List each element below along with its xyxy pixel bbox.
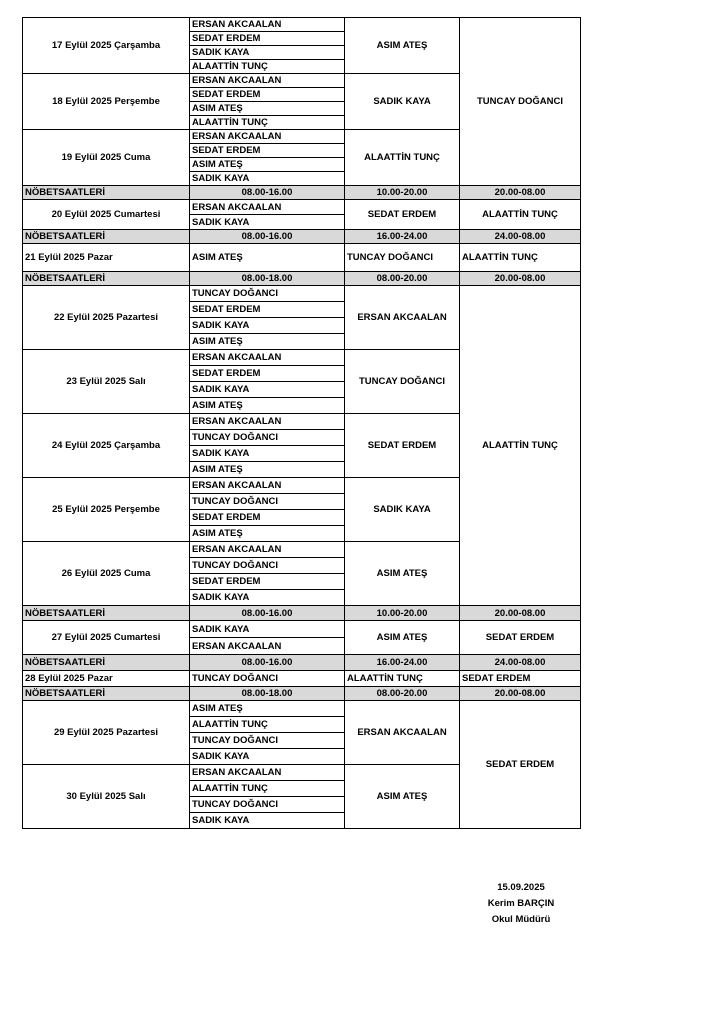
shift-hours: 20.00-08.00 (460, 272, 581, 286)
staff-name: SADIK KAYA (190, 318, 345, 334)
night-shift-staff: ALAATTİN TUNÇ (460, 244, 581, 272)
day-cell: 27 Eylül 2025 Cumartesi (23, 621, 190, 655)
shift-staff: SADIK KAYA (345, 74, 460, 130)
shift-hours-label: NÖBETSAATLERİ (23, 655, 190, 671)
staff-name: ALAATTİN TUNÇ (190, 60, 345, 74)
shift-hours-label: NÖBETSAATLERİ (23, 606, 190, 621)
shift-staff: SADIK KAYA (345, 478, 460, 542)
staff-name: SEDAT ERDEM (190, 574, 345, 590)
staff-name: SADIK KAYA (190, 172, 345, 186)
shift-hours: 24.00-08.00 (460, 230, 581, 244)
signature-name: Kerim BARÇIN (487, 898, 555, 909)
staff-name: SADIK KAYA (190, 813, 345, 829)
staff-name: ERSAN AKCAALAN (190, 414, 345, 430)
shift-hours-label: NÖBETSAATLERİ (23, 272, 190, 286)
shift-staff: TUNCAY DOĞANCI (345, 244, 460, 272)
day-cell: 21 Eylül 2025 Pazar (23, 244, 190, 272)
shift-hours-row (23, 687, 581, 701)
staff-name: SADIK KAYA (190, 382, 345, 398)
staff-name: ASIM ATEŞ (190, 398, 345, 414)
staff-name: ERSAN AKCAALAN (190, 638, 345, 655)
staff-name: SADIK KAYA (190, 749, 345, 765)
day-cell: 19 Eylül 2025 Cuma (23, 130, 190, 186)
shift-hours: 20.00-08.00 (460, 186, 581, 200)
staff-name: SADIK KAYA (190, 446, 345, 462)
shift-hours: 20.00-08.00 (460, 606, 581, 621)
shift-hours: 08.00-16.00 (190, 186, 345, 200)
table-row (23, 701, 581, 717)
shift-hours-row (23, 655, 581, 671)
shift-hours: 20.00-08.00 (460, 687, 581, 701)
shift-hours: 08.00-16.00 (190, 655, 345, 671)
night-shift-staff: ALAATTİN TUNÇ (460, 200, 581, 230)
day-cell: 23 Eylül 2025 Salı (23, 350, 190, 414)
shift-hours: 08.00-20.00 (345, 687, 460, 701)
staff-name: TUNCAY DOĞANCI (190, 797, 345, 813)
day-cell: 20 Eylül 2025 Cumartesi (23, 200, 190, 230)
shift-hours: 16.00-24.00 (345, 230, 460, 244)
shift-staff: SEDAT ERDEM (345, 200, 460, 230)
shift-hours: 24.00-08.00 (460, 655, 581, 671)
day-cell: 17 Eylül 2025 Çarşamba (23, 18, 190, 74)
staff-name: SEDAT ERDEM (190, 510, 345, 526)
day-cell: 24 Eylül 2025 Çarşamba (23, 414, 190, 478)
shift-hours-label: NÖBETSAATLERİ (23, 687, 190, 701)
table-row (23, 621, 581, 638)
shift-staff: ASIM ATEŞ (345, 621, 460, 655)
table-row (23, 200, 581, 215)
signature-date: 15.09.2025 (497, 882, 545, 893)
shift-staff: ALAATTİN TUNÇ (345, 130, 460, 186)
night-shift-staff: TUNCAY DOĞANCI (460, 18, 581, 186)
shift-hours-row (23, 230, 581, 244)
day-cell: 30 Eylül 2025 Salı (23, 765, 190, 829)
staff-name: ERSAN AKCAALAN (190, 542, 345, 558)
shift-hours: 08.00-16.00 (190, 606, 345, 621)
shift-hours-label: NÖBETSAATLERİ (23, 186, 190, 200)
staff-name: SEDAT ERDEM (190, 302, 345, 318)
shift-staff: ASIM ATEŞ (345, 18, 460, 74)
staff-name: SADIK KAYA (190, 215, 345, 230)
night-shift-staff: ALAATTİN TUNÇ (460, 286, 581, 606)
staff-name: TUNCAY DOĞANCI (190, 286, 345, 302)
shift-hours: 08.00-18.00 (190, 687, 345, 701)
staff-name: TUNCAY DOĞANCI (190, 671, 345, 687)
staff-name: SEDAT ERDEM (190, 88, 345, 102)
shift-hours: 08.00-18.00 (190, 272, 345, 286)
staff-name: ASIM ATEŞ (190, 158, 345, 172)
shift-staff: TUNCAY DOĞANCI (345, 350, 460, 414)
table-row (23, 671, 581, 687)
day-cell: 18 Eylül 2025 Perşembe (23, 74, 190, 130)
shift-staff: SEDAT ERDEM (345, 414, 460, 478)
shift-hours-label: NÖBETSAATLERİ (23, 230, 190, 244)
staff-name: TUNCAY DOĞANCI (190, 558, 345, 574)
shift-hours: 16.00-24.00 (345, 655, 460, 671)
staff-name: ASIM ATEŞ (190, 701, 345, 717)
staff-name: ERSAN AKCAALAN (190, 350, 345, 366)
staff-name: ERSAN AKCAALAN (190, 765, 345, 781)
shift-hours-row (23, 606, 581, 621)
staff-name: SEDAT ERDEM (190, 144, 345, 158)
staff-name: ALAATTİN TUNÇ (190, 717, 345, 733)
shift-staff: ERSAN AKCAALAN (345, 701, 460, 765)
signature-title: Okul Müdürü (491, 914, 551, 925)
staff-name: ERSAN AKCAALAN (190, 74, 345, 88)
staff-name: ERSAN AKCAALAN (190, 478, 345, 494)
staff-name: SADIK KAYA (190, 590, 345, 606)
staff-name: ASIM ATEŞ (190, 526, 345, 542)
shift-staff: ALAATTİN TUNÇ (345, 671, 460, 687)
shift-hours: 10.00-20.00 (345, 186, 460, 200)
staff-name: SADIK KAYA (190, 621, 345, 638)
shift-hours-row (23, 272, 581, 286)
shift-staff: ASIM ATEŞ (345, 542, 460, 606)
shift-hours: 10.00-20.00 (345, 606, 460, 621)
day-cell: 29 Eylül 2025 Pazartesi (23, 701, 190, 765)
shift-hours: 08.00-16.00 (190, 230, 345, 244)
day-cell: 28 Eylül 2025 Pazar (23, 671, 190, 687)
staff-name: SADIK KAYA (190, 46, 345, 60)
staff-name: TUNCAY DOĞANCI (190, 494, 345, 510)
day-cell: 22 Eylül 2025 Pazartesi (23, 286, 190, 350)
table-row (23, 18, 581, 32)
shift-staff: ERSAN AKCAALAN (345, 286, 460, 350)
staff-name: ERSAN AKCAALAN (190, 200, 345, 215)
staff-name: ALAATTİN TUNÇ (190, 116, 345, 130)
staff-name: TUNCAY DOĞANCI (190, 733, 345, 749)
table-row (23, 286, 581, 302)
staff-name: TUNCAY DOĞANCI (190, 430, 345, 446)
shift-hours: 08.00-20.00 (345, 272, 460, 286)
table-row (23, 244, 581, 272)
night-shift-staff: SEDAT ERDEM (460, 671, 581, 687)
staff-name: ASIM ATEŞ (190, 102, 345, 116)
night-shift-staff: SEDAT ERDEM (460, 621, 581, 655)
day-cell: 26 Eylül 2025 Cuma (23, 542, 190, 606)
duty-schedule-table (22, 17, 581, 829)
shift-staff: ASIM ATEŞ (345, 765, 460, 829)
signature-block (466, 880, 576, 928)
staff-name: ERSAN AKCAALAN (190, 130, 345, 144)
staff-name: ALAATTİN TUNÇ (190, 781, 345, 797)
night-shift-staff: SEDAT ERDEM (460, 701, 581, 829)
day-cell: 25 Eylül 2025 Perşembe (23, 478, 190, 542)
staff-name: SEDAT ERDEM (190, 366, 345, 382)
shift-hours-row (23, 186, 581, 200)
staff-name: ASIM ATEŞ (190, 244, 345, 272)
staff-name: ASIM ATEŞ (190, 462, 345, 478)
staff-name: ERSAN AKCAALAN (190, 18, 345, 32)
staff-name: SEDAT ERDEM (190, 32, 345, 46)
staff-name: ASIM ATEŞ (190, 334, 345, 350)
